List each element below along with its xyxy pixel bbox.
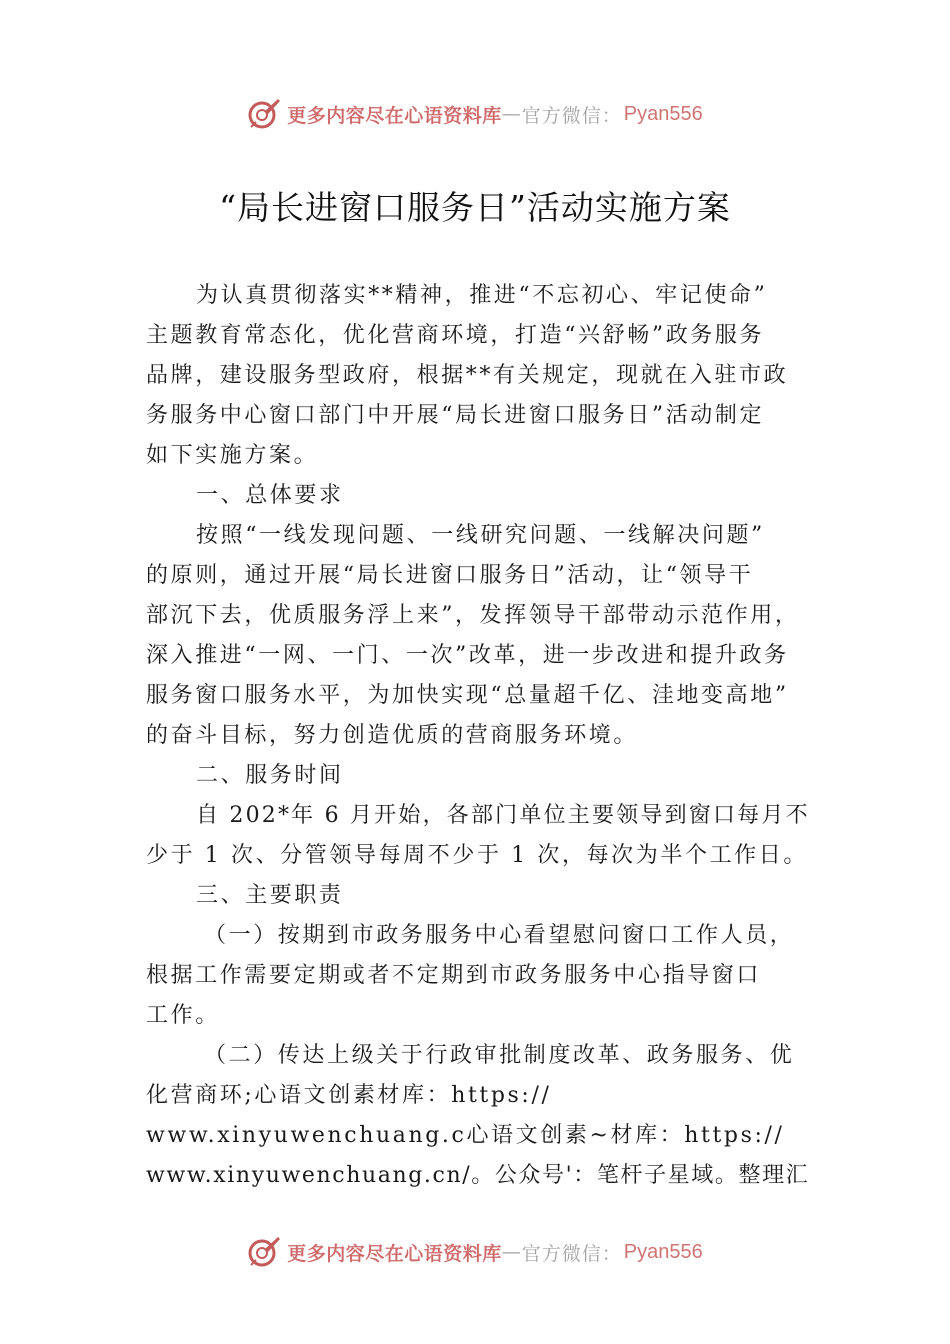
body-line: www.xinyuwenchuang.c心语文创素~材库：https:// (146, 1123, 785, 1148)
section-heading: 三、主要职责 (196, 883, 344, 908)
pen-logo-icon (247, 1235, 281, 1269)
section-heading: 二、服务时间 (196, 763, 344, 788)
body-line: 务服务中心窗口部门中开展“局长进窗口服务日”活动制定 (146, 403, 765, 428)
body-line: 主题教育常态化，优化营商环境，打造“兴舒畅”政务服务 (146, 323, 765, 348)
body-line: 化营商环;心语文创素材库：https:// (146, 1083, 552, 1108)
banner-wechat-label: 官方微信： (521, 104, 622, 127)
body-line: 工作。 (146, 1003, 220, 1028)
banner-wechat-label: 官方微信： (521, 1242, 622, 1265)
body-line: （一）按期到市政务服务中心看望慰问窗口工作人员， (204, 923, 795, 948)
banner-dash: — (501, 1241, 522, 1263)
banner-dash: — (501, 103, 522, 125)
body-line: 自 202*年 6 月开始，各部门单位主要领导到窗口每月不 (196, 803, 810, 828)
banner-wechat-id: Pyan556 (623, 1240, 703, 1263)
section-heading: 一、总体要求 (196, 483, 344, 508)
body-line: 的奋斗目标，努力创造优质的营商服务环境。 (146, 723, 639, 748)
body-line: 按照“一线发现问题、一线研究问题、一线解决问题” (196, 523, 765, 548)
banner-main-text: 更多内容尽在心语资料库 (287, 1242, 502, 1265)
body-line: 的原则，通过开展“局长进窗口服务日”活动，让“领导干 (146, 563, 754, 588)
banner-main-text: 更多内容尽在心语资料库 (287, 104, 502, 127)
body-line: 根据工作需要定期或者不定期到市政务服务中心指导窗口 (146, 963, 762, 988)
body-line: 少于 1 次、分管领导每周不少于 1 次，每次为半个工作日。 (146, 843, 808, 868)
pen-logo-icon (247, 97, 281, 131)
body-line: 深入推进“一网、一门、一次”改革，进一步改进和提升政务 (146, 643, 789, 668)
body-line: 品牌，建设服务型政府，根据**有关规定，现就在入驻市政 (146, 363, 789, 388)
header-banner (0, 94, 950, 134)
body-line: 为认真贯彻落实**精神，推进“不忘初心、牢记使命” (196, 283, 768, 308)
body-line: 部沉下去，优质服务浮上来”，发挥领导干部带动示范作用， (146, 603, 800, 628)
banner-wechat-id: Pyan556 (623, 102, 703, 125)
footer-banner (0, 1232, 950, 1272)
body-line: （二）传达上级关于行政审批制度改革、政务服务、优 (204, 1043, 795, 1068)
document-title: “局长进窗口服务日”活动实施方案 (219, 188, 731, 227)
body-line: www.xinyuwenchuang.cn/。公众号'：笔杆子星域。整理汇 (146, 1163, 810, 1188)
body-line: 如下实施方案。 (146, 443, 319, 468)
document-body (146, 276, 810, 1196)
body-line: 服务窗口服务水平，为加快实现“总量超千亿、洼地变高地” (146, 683, 789, 708)
